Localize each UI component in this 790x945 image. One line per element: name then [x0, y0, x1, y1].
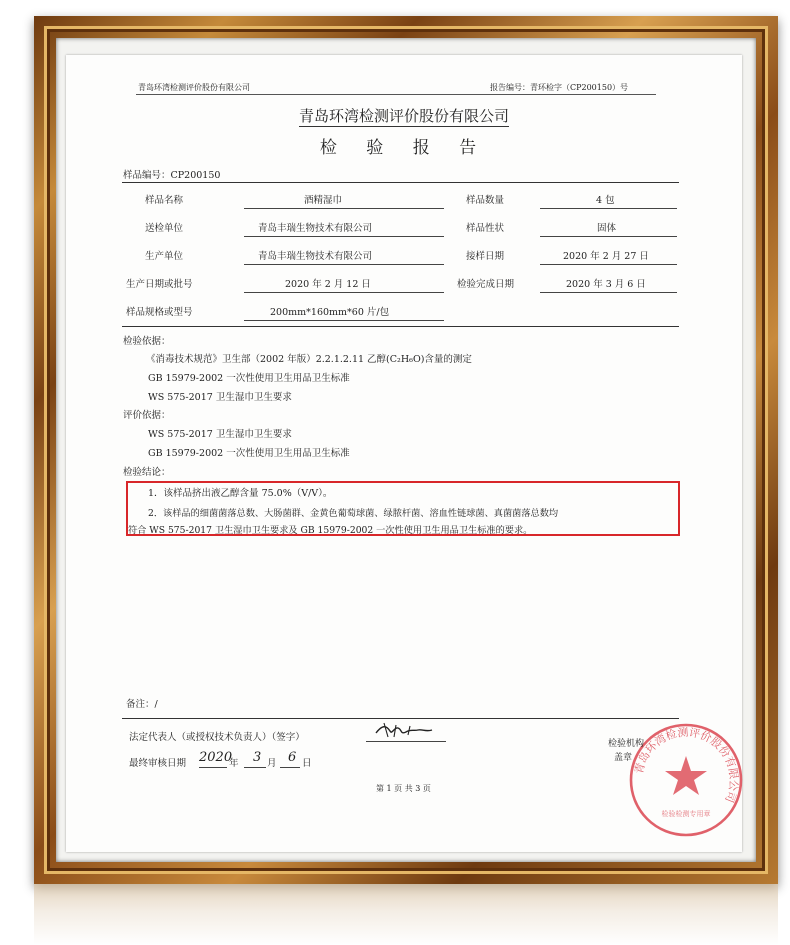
page-info: 第 1 页 共 3 页 [376, 784, 431, 793]
final-review-year: 2020 [199, 750, 233, 765]
final-review-month: 3 [253, 750, 262, 765]
eval-item: WS 575-2017 卫生湿巾卫生要求 [148, 429, 292, 440]
underline [540, 208, 677, 209]
report-title: 检 验 报 告 [319, 138, 489, 158]
basis-item: WS 575-2017 卫生湿巾卫生要求 [148, 392, 292, 403]
table-bottom-rule [122, 326, 679, 327]
legal-representative-label: 法定代表人（或授权技术负责人）（签字） [129, 732, 305, 743]
company-title: 青岛环湾检测评价股份有限公司 [298, 107, 509, 125]
value-receive-date: 2020 年 2 月 27 日 [563, 251, 649, 262]
final-review-date-label: 最终审核日期 [129, 758, 187, 769]
value-sample-qty: 4 包 [596, 195, 615, 206]
day-char: 日 [302, 758, 312, 769]
value-sample-state: 固体 [597, 223, 617, 234]
final-review-day: 6 [288, 750, 297, 765]
underline [244, 767, 266, 768]
label-sample-name: 样品名称 [145, 195, 184, 206]
basis-item: GB 15979-2002 一次性使用卫生用品卫生标准 [148, 373, 350, 384]
eval-item: GB 15979-2002 一次性使用卫生用品卫生标准 [148, 448, 350, 459]
underline [244, 236, 444, 237]
label-production-date: 生产日期或批号 [126, 279, 193, 290]
conclusion-line-2: 2．该样品的细菌菌落总数、大肠菌群、金黄色葡萄球菌、绿脓杆菌、溶血性链球菌、真菌菌落总数均 [148, 508, 559, 519]
underline [540, 236, 677, 237]
sample-number: 样品编号：CP200150 [123, 170, 221, 181]
value-specification: 200mm*160mm*60 片/包 [270, 307, 390, 318]
value-submitter: 青岛丰瑞生物技术有限公司 [258, 223, 373, 234]
remarks: 备注：/ [126, 699, 158, 710]
underline [244, 320, 444, 321]
underline [244, 292, 444, 293]
underline [244, 208, 444, 209]
value-sample-name: 酒精湿巾 [304, 195, 343, 206]
report-document [66, 55, 742, 852]
header-rule [136, 94, 656, 95]
seal-sub-text: 检验检测专用章 [661, 810, 711, 818]
value-production-date: 2020 年 2 月 12 日 [285, 279, 371, 290]
underline [280, 767, 300, 768]
month-char: 月 [267, 758, 277, 769]
label-manufacturer: 生产单位 [145, 251, 184, 262]
basis-label: 检验依据： [123, 336, 171, 347]
label-completion-date: 检验完成日期 [457, 279, 515, 290]
seal-center-line-1: 检验机构 [608, 739, 645, 749]
year-char: 年 [229, 758, 239, 769]
label-receive-date: 接样日期 [466, 251, 505, 262]
label-sample-qty: 样品数量 [466, 195, 505, 206]
seal-center-line-2: 盖章 [614, 753, 633, 763]
basis-item: 《消毒技术规范》卫生部（2002 年版）2.2.1.2.11 乙醇(C₂H₆O)含量的测定 [146, 354, 472, 365]
value-manufacturer: 青岛丰瑞生物技术有限公司 [258, 251, 373, 262]
underline [244, 264, 444, 265]
label-submitter: 送检单位 [145, 223, 184, 234]
table-top-rule [122, 182, 679, 183]
underline [199, 767, 227, 768]
label-sample-state: 样品性状 [466, 223, 505, 234]
report-number: 报告编号：青环检字（CP200150）号 [490, 83, 629, 92]
underline [540, 292, 677, 293]
value-completion-date: 2020 年 3 月 6 日 [566, 279, 646, 290]
conclusion-label: 检验结论： [123, 467, 171, 478]
seal-ring-text: 青岛环湾检测评价股份有限公司 [632, 725, 741, 805]
conclusion-line-1: 1．该样品挤出液乙醇含量 75.0%（V/V）。 [148, 488, 333, 499]
eval-label: 评价依据： [123, 410, 171, 421]
header-company-small: 青岛环湾检测评价股份有限公司 [138, 83, 250, 92]
frame-reflection [34, 884, 778, 945]
signature [372, 719, 436, 741]
signature-line [366, 741, 446, 742]
conclusion-line-3: 符合 WS 575-2017 卫生湿巾卫生要求及 GB 15979-2002 一次性使用卫生用品卫生标准的要求。 [128, 525, 533, 536]
underline [540, 264, 677, 265]
label-specification: 样品规格或型号 [126, 307, 193, 318]
